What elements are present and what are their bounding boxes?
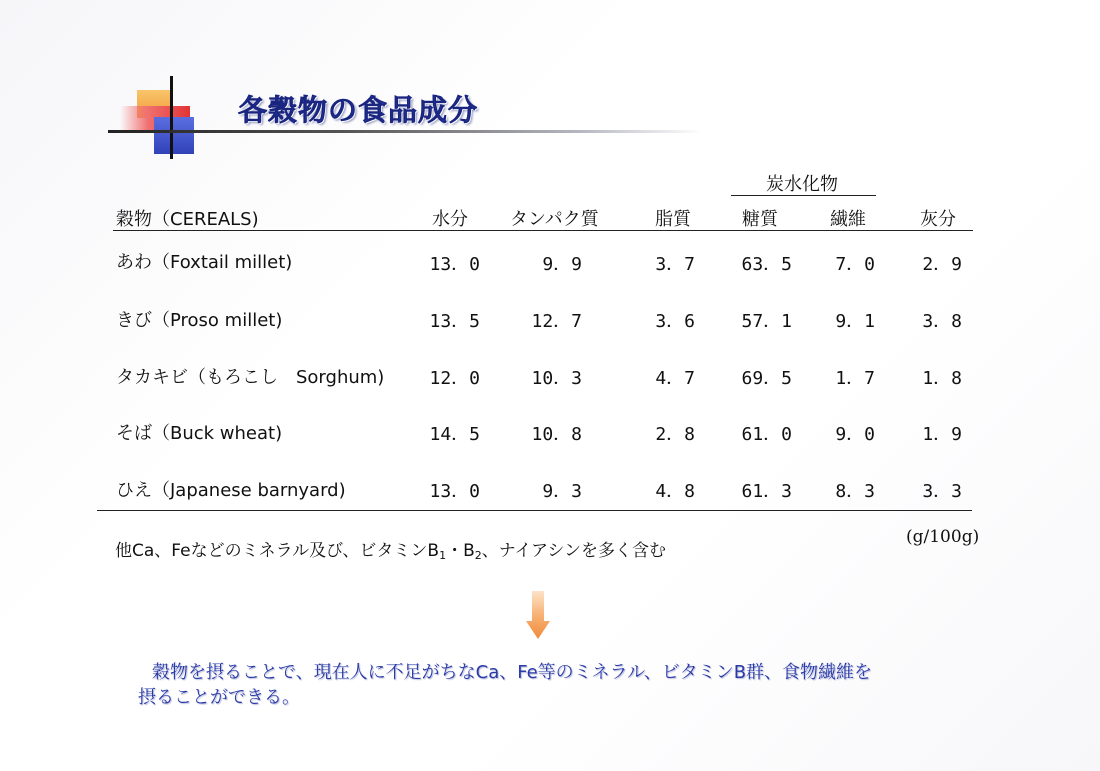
header-water: 水分	[432, 209, 468, 230]
note-text-1: 他Ca、Feなどのミネラル及び、ビタミンB	[115, 541, 440, 561]
carbohydrate-group-header: 炭水化物	[766, 174, 838, 195]
table-bottom-rule	[97, 510, 972, 511]
note-text-2: ・B	[446, 541, 475, 561]
cell-fat: 2．8	[655, 424, 695, 445]
down-arrow-icon	[526, 591, 550, 639]
header-ash: 灰分	[920, 209, 956, 230]
row-name: きび（Proso millet)	[116, 310, 283, 331]
cell-fiber: 9．1	[835, 311, 875, 332]
note-text-3: 、ナイアシンを多く含む	[481, 541, 666, 561]
note-sub-1: 1	[439, 549, 447, 562]
cell-ash: 1．8	[922, 368, 962, 389]
cell-ash: 3．8	[922, 311, 962, 332]
header-cereal: 穀物（CEREALS)	[116, 209, 259, 230]
cell-sugar: 61．3	[741, 481, 792, 502]
cell-ash: 2．9	[922, 254, 962, 275]
cell-fat: 3．7	[655, 254, 695, 275]
row-name: ひえ（Japanese barnyard)	[116, 480, 346, 501]
cell-fiber: 7．0	[835, 254, 875, 275]
deco-vertical-line	[170, 76, 173, 159]
cell-protein: 9．3	[542, 481, 582, 502]
slide-title: 各穀物の食品成分	[238, 93, 479, 127]
title-underline	[108, 130, 703, 133]
row-name: そば（Buck wheat)	[116, 423, 283, 444]
cell-fiber: 8．3	[835, 481, 875, 502]
summary-line-2: 摂ることができる。	[138, 687, 300, 708]
cell-protein: 10．3	[531, 368, 582, 389]
cell-protein: 12．7	[531, 311, 582, 332]
cell-water: 12．0	[429, 368, 480, 389]
note-sub-2: 2	[474, 549, 482, 562]
cell-water: 13．0	[429, 254, 480, 275]
cell-protein: 9．9	[542, 254, 582, 275]
cell-sugar: 57．1	[741, 311, 792, 332]
carbohydrate-group-rule	[731, 195, 876, 196]
header-rule	[113, 230, 973, 231]
cell-ash: 1．9	[922, 424, 962, 445]
summary-text	[138, 660, 958, 710]
cell-sugar: 63．5	[741, 254, 792, 275]
cell-ash: 3．3	[922, 481, 962, 502]
mineral-note	[115, 536, 666, 562]
cell-water: 13．0	[429, 481, 480, 502]
header-protein: タンパク質	[510, 209, 599, 230]
deco-blue-square	[154, 117, 194, 154]
header-fiber: 繊維	[830, 209, 866, 230]
cell-water: 14．5	[429, 424, 480, 445]
cell-sugar: 69．5	[741, 368, 792, 389]
header-sugar: 糖質	[742, 209, 778, 230]
cell-fiber: 1．7	[835, 368, 875, 389]
cell-fiber: 9．0	[835, 424, 875, 445]
row-name: あわ（Foxtail millet)	[116, 252, 293, 273]
cell-fat: 3．6	[655, 311, 695, 332]
summary-line-1: 穀物を摂ることで、現在人に不足がちなCa、Fe等のミネラル、ビタミンB群、食物繊維を	[152, 662, 873, 683]
cell-water: 13．5	[429, 311, 480, 332]
header-fat: 脂質	[655, 209, 691, 230]
cell-protein: 10．8	[531, 424, 582, 445]
row-name: タカキビ（もろこし Sorghum)	[116, 367, 385, 388]
cell-fat: 4．7	[655, 368, 695, 389]
cell-fat: 4．8	[655, 481, 695, 502]
cell-sugar: 61．0	[741, 424, 792, 445]
unit-label: (g/100g)	[906, 527, 980, 547]
